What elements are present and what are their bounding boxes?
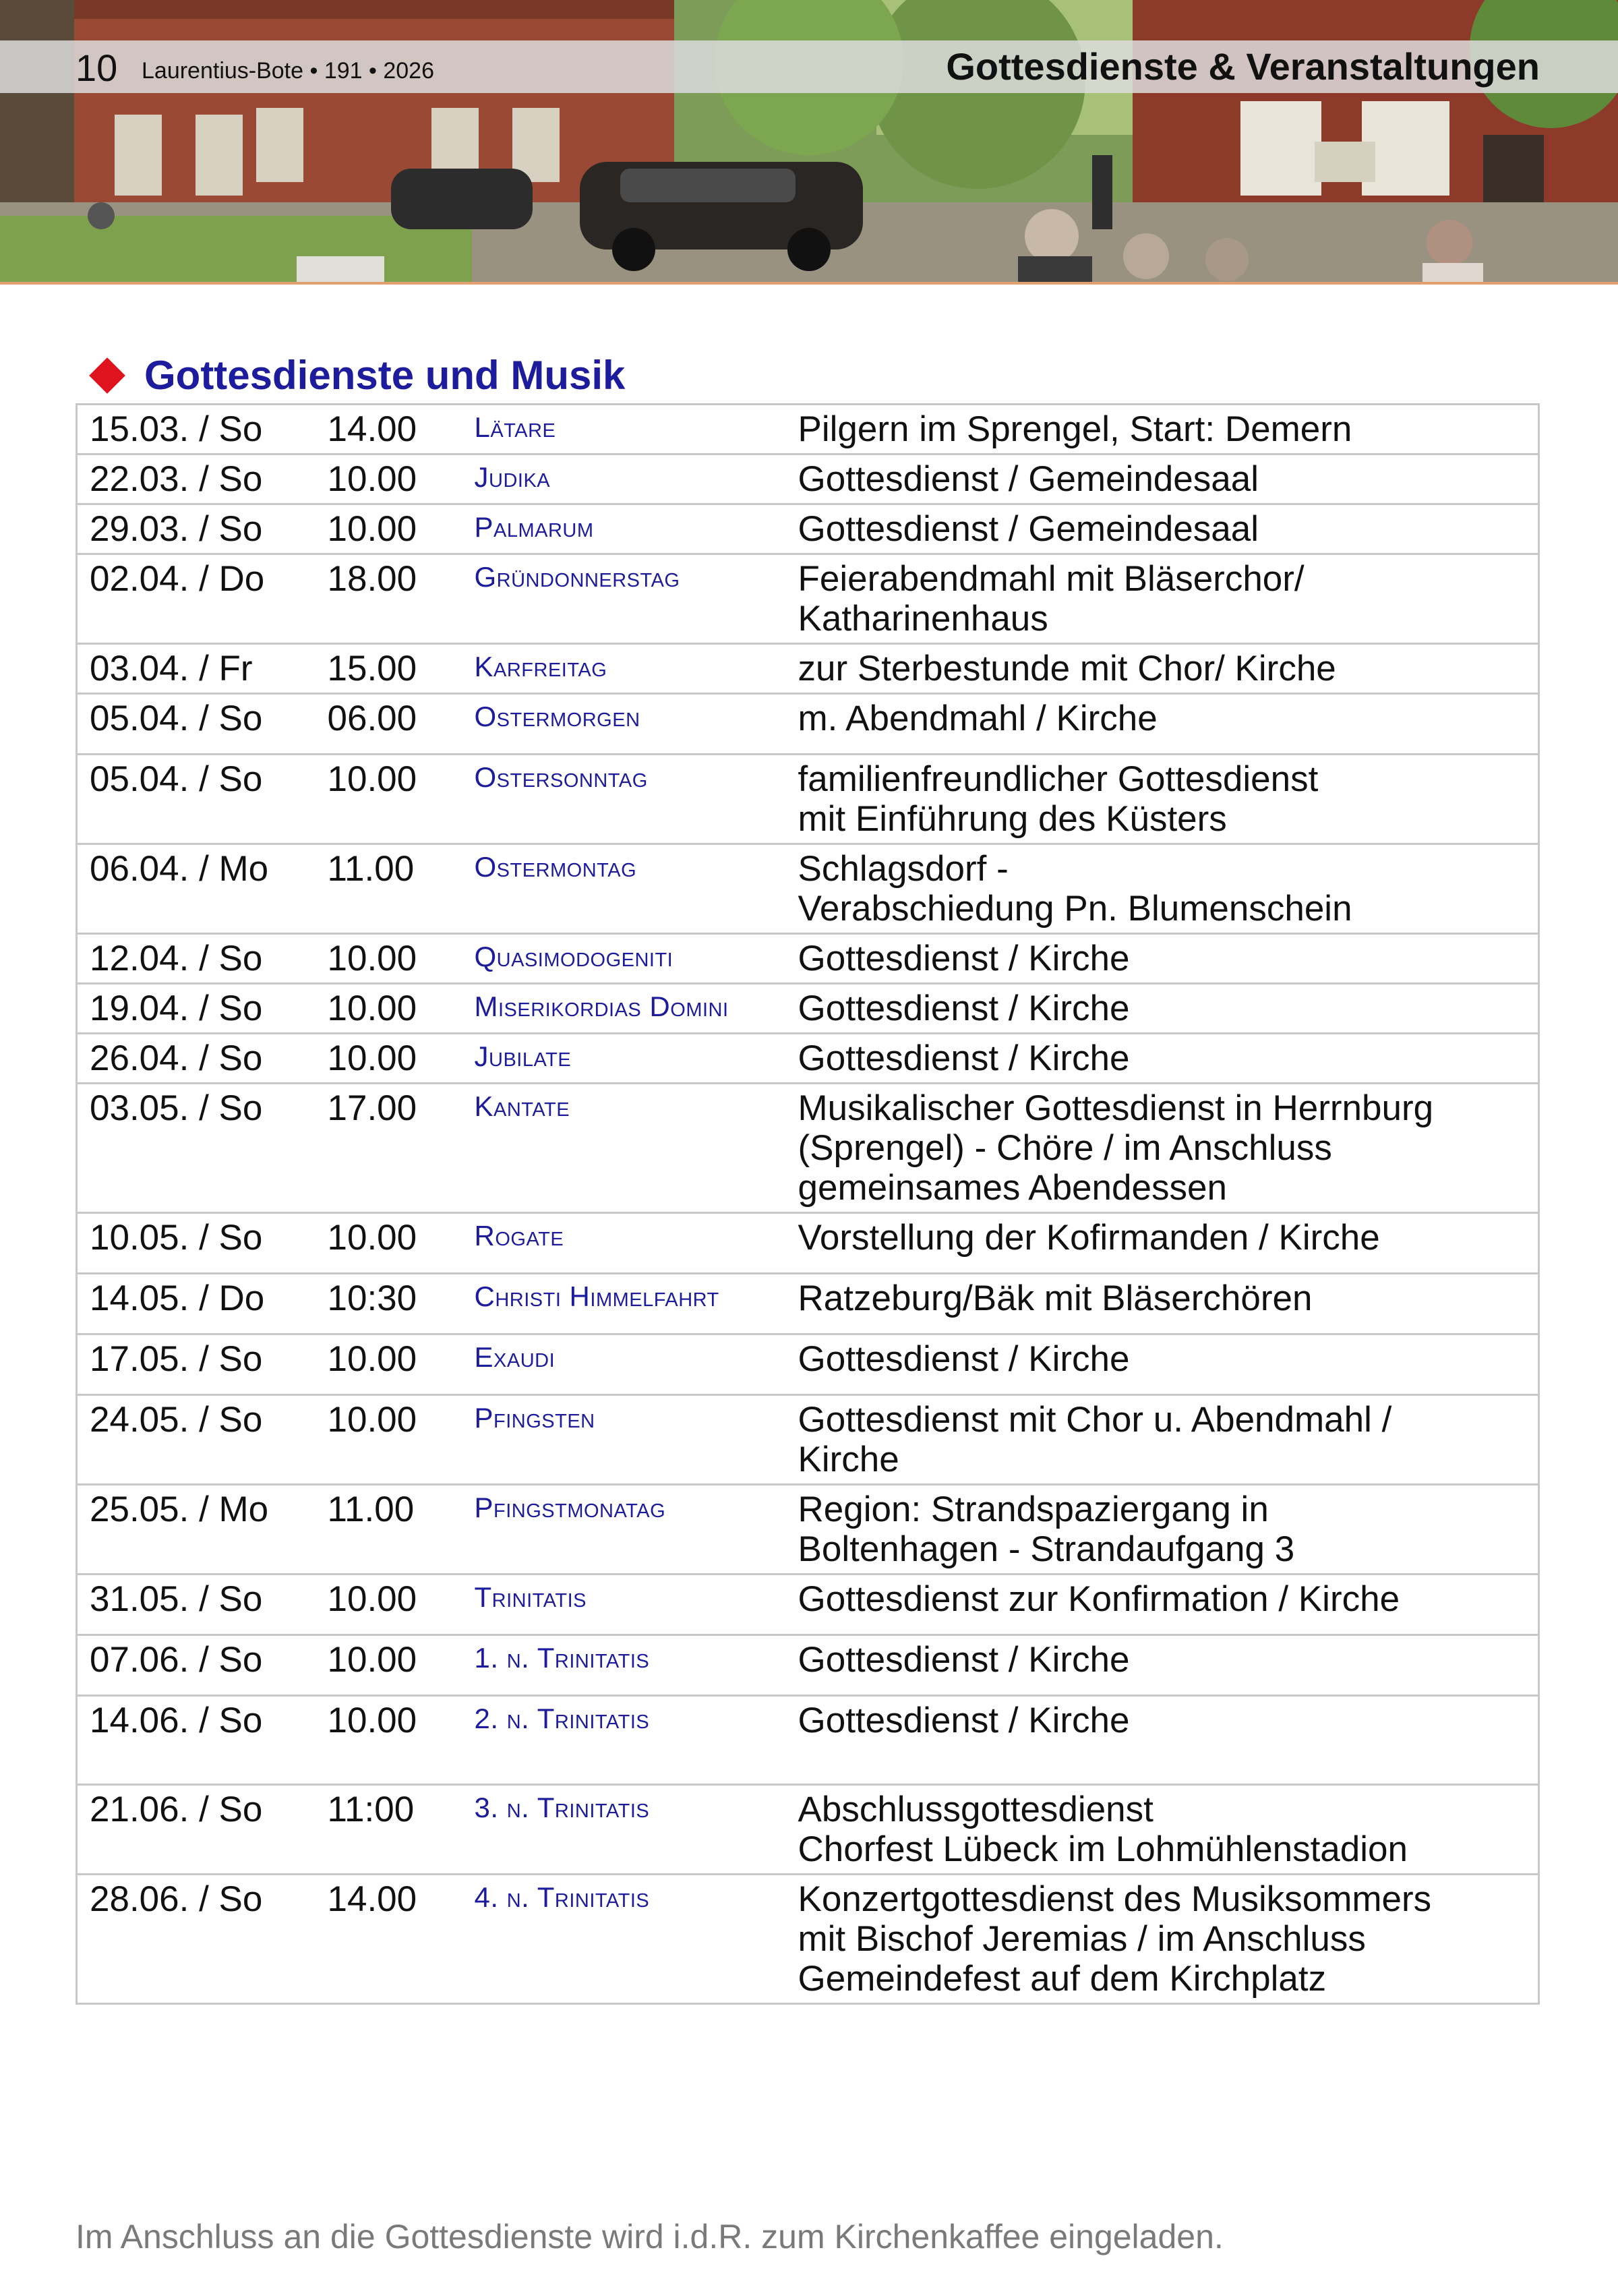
table-row (77, 1485, 1539, 1574)
cell-occasion (475, 1574, 798, 1635)
cell-description (798, 1574, 1539, 1635)
cell-time (328, 1274, 475, 1334)
cell-description-text: familienfreundlicher Gottesdienst mit Einführung des Küsters (798, 759, 1319, 839)
cell-time-text: 10.00 (327, 509, 417, 549)
cell-occasion-text: Lätare (474, 411, 556, 443)
cell-date-text: 25.05. / Mo (90, 1490, 269, 1529)
cell-time-text: 11.00 (327, 849, 415, 889)
cell-time (328, 984, 475, 1034)
cell-date-text: 06.04. / Mo (90, 849, 269, 889)
cell-date (77, 1574, 328, 1635)
cell-occasion (475, 1274, 798, 1334)
cell-description-text: Vorstellung der Kofirmanden / Kirche (798, 1218, 1380, 1258)
cell-occasion-text: Pfingsten (474, 1402, 595, 1434)
cell-date (77, 644, 328, 694)
cell-date-text: 21.06. / So (90, 1790, 263, 1829)
cell-occasion (475, 1084, 798, 1213)
cell-time (328, 755, 475, 844)
table-row (77, 1574, 1539, 1635)
cell-time (328, 694, 475, 755)
table-row (77, 934, 1539, 984)
cell-description-text: Abschlussgottesdienst Chorfest Lübeck im Lohmühlenstadion (798, 1790, 1408, 1869)
cell-description-text: Gottesdienst zur Konfirmation / Kirche (798, 1579, 1400, 1619)
cell-occasion-text: 2. n. Trinitatis (474, 1703, 650, 1734)
cell-time-text: 10.00 (327, 1400, 417, 1440)
cell-description (798, 1485, 1539, 1574)
cell-date (77, 934, 328, 984)
cell-occasion-text: Trinitatis (474, 1581, 587, 1613)
cell-date-text: 12.04. / So (90, 939, 263, 978)
cell-date (77, 1034, 328, 1084)
table-row (77, 1696, 1539, 1785)
cell-description (798, 1213, 1539, 1274)
cell-date (77, 1213, 328, 1274)
cell-description (798, 454, 1539, 504)
cell-time-text: 10.00 (327, 759, 417, 799)
cell-description-text: Gottesdienst / Gemeindesaal (798, 509, 1259, 549)
cell-time-text: 10.00 (327, 1218, 417, 1258)
table-row (77, 554, 1539, 644)
cell-description-text: Ratzeburg/Bäk mit Bläserchören (798, 1278, 1313, 1318)
cell-time (328, 554, 475, 644)
cell-time (328, 405, 475, 454)
section-title-row (90, 352, 625, 399)
cell-time-text: 10.00 (327, 1701, 417, 1740)
cell-date-text: 05.04. / So (90, 699, 263, 738)
cell-time (328, 1574, 475, 1635)
cell-time (328, 1213, 475, 1274)
cell-description-text: Region: Strandspaziergang in Boltenhagen - Strandaufgang 3 (798, 1490, 1295, 1569)
cell-description (798, 1785, 1539, 1875)
cell-time-text: 10.00 (327, 1038, 417, 1078)
cell-occasion-text: 3. n. Trinitatis (474, 1792, 650, 1823)
cell-description-text: Gottesdienst / Gemeindesaal (798, 459, 1259, 499)
cell-description (798, 1084, 1539, 1213)
cell-description (798, 405, 1539, 454)
section-title: Gottesdienste und Musik (144, 353, 626, 398)
table-row (77, 1395, 1539, 1485)
cell-description (798, 644, 1539, 694)
cell-occasion (475, 1696, 798, 1785)
cell-time-text: 10.00 (327, 939, 417, 978)
table-row (77, 1274, 1539, 1334)
cell-description (798, 504, 1539, 554)
cell-occasion (475, 1875, 798, 2004)
cell-date-text: 28.06. / So (90, 1879, 263, 1919)
cell-time-text: 10.00 (327, 1640, 417, 1680)
cell-description-text: Gottesdienst / Kirche (798, 1640, 1130, 1680)
cell-description-text: Gottesdienst / Kirche (798, 1038, 1130, 1078)
table-row (77, 1084, 1539, 1213)
cell-time-text: 11:00 (327, 1790, 415, 1829)
cell-description-text: Gottesdienst / Kirche (798, 1701, 1130, 1740)
cell-date (77, 1485, 328, 1574)
cell-time-text: 17.00 (327, 1088, 417, 1128)
cell-time (328, 1334, 475, 1395)
cell-occasion-text: Ostermontag (474, 851, 637, 883)
cell-description-text: m. Abendmahl / Kirche (798, 699, 1158, 738)
cell-date (77, 1395, 328, 1485)
cell-date (77, 554, 328, 644)
cell-time-text: 10.00 (327, 989, 417, 1028)
table-row (77, 844, 1539, 934)
cell-description (798, 1334, 1539, 1395)
cell-date (77, 755, 328, 844)
cell-occasion-text: Kantate (474, 1090, 570, 1122)
cell-date-text: 14.06. / So (90, 1701, 263, 1740)
cell-occasion-text: Rogate (474, 1220, 564, 1252)
cell-date-text: 17.05. / So (90, 1339, 263, 1379)
table-row (77, 1875, 1539, 2004)
cell-occasion-text: 4. n. Trinitatis (474, 1881, 650, 1913)
cell-description (798, 694, 1539, 755)
cell-date (77, 454, 328, 504)
cell-description-text: Schlagsdorf - Verabschiedung Pn. Blumenschein (798, 849, 1352, 929)
cell-description-text: Gottesdienst / Kirche (798, 939, 1130, 978)
cell-occasion (475, 1485, 798, 1574)
cell-time-text: 14.00 (327, 409, 417, 449)
cell-time (328, 504, 475, 554)
table-row (77, 454, 1539, 504)
table-row (77, 644, 1539, 694)
cell-occasion-text: Exaudi (474, 1341, 556, 1373)
cell-occasion (475, 934, 798, 984)
cell-time (328, 934, 475, 984)
cell-occasion (475, 454, 798, 504)
cell-date (77, 504, 328, 554)
cell-description (798, 844, 1539, 934)
table-row (77, 1635, 1539, 1696)
cell-date (77, 694, 328, 755)
cell-occasion-text: Karfreitag (474, 651, 607, 682)
cell-description (798, 755, 1539, 844)
cell-occasion (475, 1635, 798, 1696)
cell-time (328, 1635, 475, 1696)
cell-occasion-text: Gründonnerstag (474, 561, 680, 593)
cell-occasion (475, 844, 798, 934)
cell-date (77, 1696, 328, 1785)
cell-time (328, 1084, 475, 1213)
footnote: Im Anschluss an die Gottesdienste wird i.d.R. zum Kirchenkaffee eingeladen. (76, 2218, 1224, 2256)
cell-occasion (475, 755, 798, 844)
cell-description-text: Konzertgottesdienst des Musiksommers mit Bischof Jeremias / im Anschluss Gemeindefest auf dem Kirchplatz (798, 1879, 1432, 1999)
cell-date (77, 1635, 328, 1696)
table-row (77, 1213, 1539, 1274)
page-number: 10 (76, 47, 118, 89)
cell-description-text: Gottesdienst / Kirche (798, 989, 1130, 1028)
schedule-body (77, 405, 1539, 2004)
cell-time (328, 1696, 475, 1785)
cell-date (77, 1274, 328, 1334)
cell-date-text: 26.04. / So (90, 1038, 263, 1078)
cell-date-text: 03.04. / Fr (90, 649, 253, 688)
cell-description (798, 984, 1539, 1034)
cell-date-text: 05.04. / So (90, 759, 263, 799)
cell-time (328, 1875, 475, 2004)
cell-time (328, 1395, 475, 1485)
schedule-table (76, 403, 1540, 2005)
table-row (77, 1334, 1539, 1395)
cell-description (798, 1395, 1539, 1485)
cell-description (798, 1696, 1539, 1785)
cell-time (328, 1785, 475, 1875)
cell-occasion (475, 984, 798, 1034)
cell-occasion-text: Pfingstmonatag (474, 1492, 666, 1523)
cell-occasion (475, 694, 798, 755)
table-row (77, 504, 1539, 554)
cell-description (798, 554, 1539, 644)
cell-occasion (475, 1395, 798, 1485)
table-row (77, 1034, 1539, 1084)
cell-date-text: 10.05. / So (90, 1218, 263, 1258)
cell-occasion (475, 554, 798, 644)
cell-date-text: 15.03. / So (90, 409, 263, 449)
table-row (77, 755, 1539, 844)
cell-occasion-text: 1. n. Trinitatis (474, 1642, 650, 1674)
cell-date (77, 1334, 328, 1395)
cell-time (328, 1485, 475, 1574)
cell-description (798, 934, 1539, 984)
cell-description-text: Musikalischer Gottesdienst in Herrnburg (Sprengel) - Chöre / im Anschluss gemeinsames Abendessen (798, 1088, 1434, 1208)
cell-time-text: 10.00 (327, 1579, 417, 1619)
cell-occasion (475, 644, 798, 694)
cell-occasion (475, 1213, 798, 1274)
cell-time-text: 10:30 (327, 1278, 417, 1318)
cell-time-text: 18.00 (327, 559, 417, 599)
cell-time-text: 06.00 (327, 699, 417, 738)
cell-occasion-text: Palmarum (474, 511, 594, 543)
cell-occasion-text: Quasimodogeniti (474, 941, 673, 972)
cell-date-text: 24.05. / So (90, 1400, 263, 1440)
cell-date-text: 02.04. / Do (90, 559, 265, 599)
cell-description (798, 1635, 1539, 1696)
cell-date-text: 07.06. / So (90, 1640, 263, 1680)
cell-date (77, 1875, 328, 2004)
table-row (77, 984, 1539, 1034)
cell-date (77, 984, 328, 1034)
table-row (77, 405, 1539, 454)
cell-date-text: 14.05. / Do (90, 1278, 265, 1318)
cell-description-text: zur Sterbestunde mit Chor/ Kirche (798, 649, 1336, 688)
cell-time-text: 10.00 (327, 1339, 417, 1379)
issue-label: Laurentius-Bote • 191 • 2026 (142, 58, 434, 84)
cell-description (798, 1875, 1539, 2004)
cell-occasion (475, 504, 798, 554)
cell-description (798, 1034, 1539, 1084)
cell-date (77, 1084, 328, 1213)
cell-occasion (475, 405, 798, 454)
cell-date-text: 03.05. / So (90, 1088, 263, 1128)
cell-description-text: Gottesdienst mit Chor u. Abendmahl / Kirche (798, 1400, 1392, 1479)
cell-occasion-text: Judika (474, 461, 551, 493)
cell-occasion (475, 1334, 798, 1395)
cell-date (77, 1785, 328, 1875)
cell-occasion-text: Ostermorgen (474, 701, 640, 732)
cell-occasion-text: Jubilate (474, 1040, 572, 1072)
cell-occasion (475, 1034, 798, 1084)
section-header: Gottesdienste & Veranstaltungen (946, 45, 1540, 88)
cell-time (328, 1034, 475, 1084)
cell-date (77, 405, 328, 454)
cell-description-text: Gottesdienst / Kirche (798, 1339, 1130, 1379)
table-row (77, 1785, 1539, 1875)
diamond-bullet-icon (89, 357, 125, 394)
cell-description (798, 1274, 1539, 1334)
cell-time-text: 11.00 (327, 1490, 415, 1529)
table-row (77, 694, 1539, 755)
cell-occasion-text: Ostersonntag (474, 761, 648, 793)
cell-occasion-text: Christi Himmelfahrt (474, 1281, 719, 1312)
cell-date-text: 31.05. / So (90, 1579, 263, 1619)
cell-date-text: 29.03. / So (90, 509, 263, 549)
cell-description-text: Pilgern im Sprengel, Start: Demern (798, 409, 1352, 449)
cell-date (77, 844, 328, 934)
cell-time-text: 15.00 (327, 649, 417, 688)
cell-time-text: 10.00 (327, 459, 417, 499)
cell-date-text: 22.03. / So (90, 459, 263, 499)
cell-time (328, 644, 475, 694)
cell-time (328, 454, 475, 504)
cell-time (328, 844, 475, 934)
cell-date-text: 19.04. / So (90, 989, 263, 1028)
cell-occasion (475, 1785, 798, 1875)
cell-description-text: Feierabendmahl mit Bläserchor/ Katharinenhaus (798, 559, 1305, 639)
cell-time-text: 14.00 (327, 1879, 417, 1919)
cell-occasion-text: Miserikordias Domini (474, 991, 729, 1022)
